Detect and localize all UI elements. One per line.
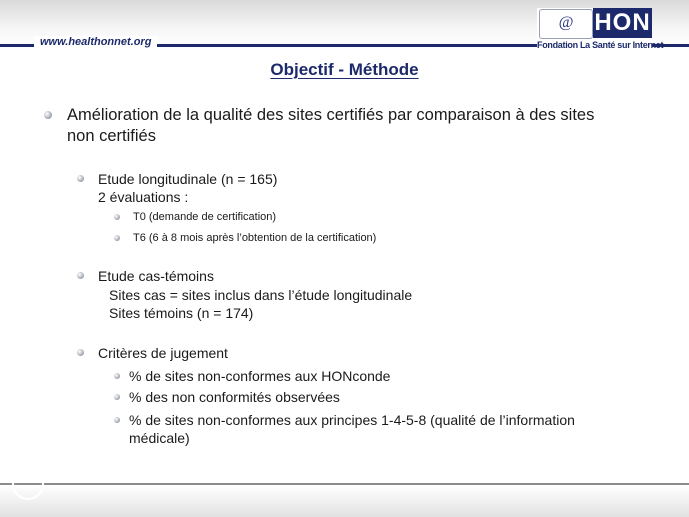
bullet-icon xyxy=(114,394,120,400)
bullet-text: Amélioration de la qualité des sites certifiés par comparaison à des sites xyxy=(67,106,595,124)
bullet-icon xyxy=(114,417,120,423)
bullet-text: non certifiés xyxy=(67,127,156,145)
logo-name: HON xyxy=(594,9,651,36)
bullet-icon xyxy=(77,272,84,279)
sub-sub-bullet-text: % des non conformités observées xyxy=(129,389,340,405)
bullet-icon xyxy=(114,373,120,379)
slide-title-wrap xyxy=(0,60,689,80)
footer-band xyxy=(0,485,689,517)
sub-bullet-text: Etude cas-témoins xyxy=(98,268,214,284)
sub-sub-bullet-text: % de sites non-conformes aux principes 1-4-5-8 (qualité de l’information xyxy=(129,412,575,428)
logo-at-icon: @ xyxy=(539,9,593,39)
sub-sub-bullet-text: T6 (6 à 8 mois après l’obtention de la certification) xyxy=(133,232,377,244)
sub-bullet-text: Sites témoins (n = 174) xyxy=(109,305,254,321)
sub-bullet-text: Sites cas = sites inclus dans l’étude longitudinale xyxy=(109,287,413,303)
logo-tagline: Fondation La Santé sur Internet xyxy=(537,40,664,50)
bullet-icon xyxy=(77,175,84,182)
sub-bullet-text: 2 évaluations : xyxy=(98,189,189,205)
bullet-icon xyxy=(77,349,84,356)
bullet-icon xyxy=(114,214,120,220)
site-url[interactable]: www.healthonnet.org xyxy=(34,36,157,48)
slide-title: Objectif - Méthode xyxy=(270,60,419,79)
sub-sub-bullet-text: % de sites non-conformes aux HONconde xyxy=(129,368,391,384)
sub-bullet-text: Etude longitudinale (n = 165) xyxy=(98,171,278,187)
decorative-ring-icon xyxy=(12,468,44,500)
sub-bullet-text: Critères de jugement xyxy=(98,345,228,361)
hon-logo xyxy=(537,8,664,52)
sub-sub-bullet-text: T0 (demande de certification) xyxy=(133,211,277,223)
bullet-icon xyxy=(114,235,120,241)
bullet-icon xyxy=(44,111,52,119)
sub-sub-bullet-text: médicale) xyxy=(129,430,190,446)
